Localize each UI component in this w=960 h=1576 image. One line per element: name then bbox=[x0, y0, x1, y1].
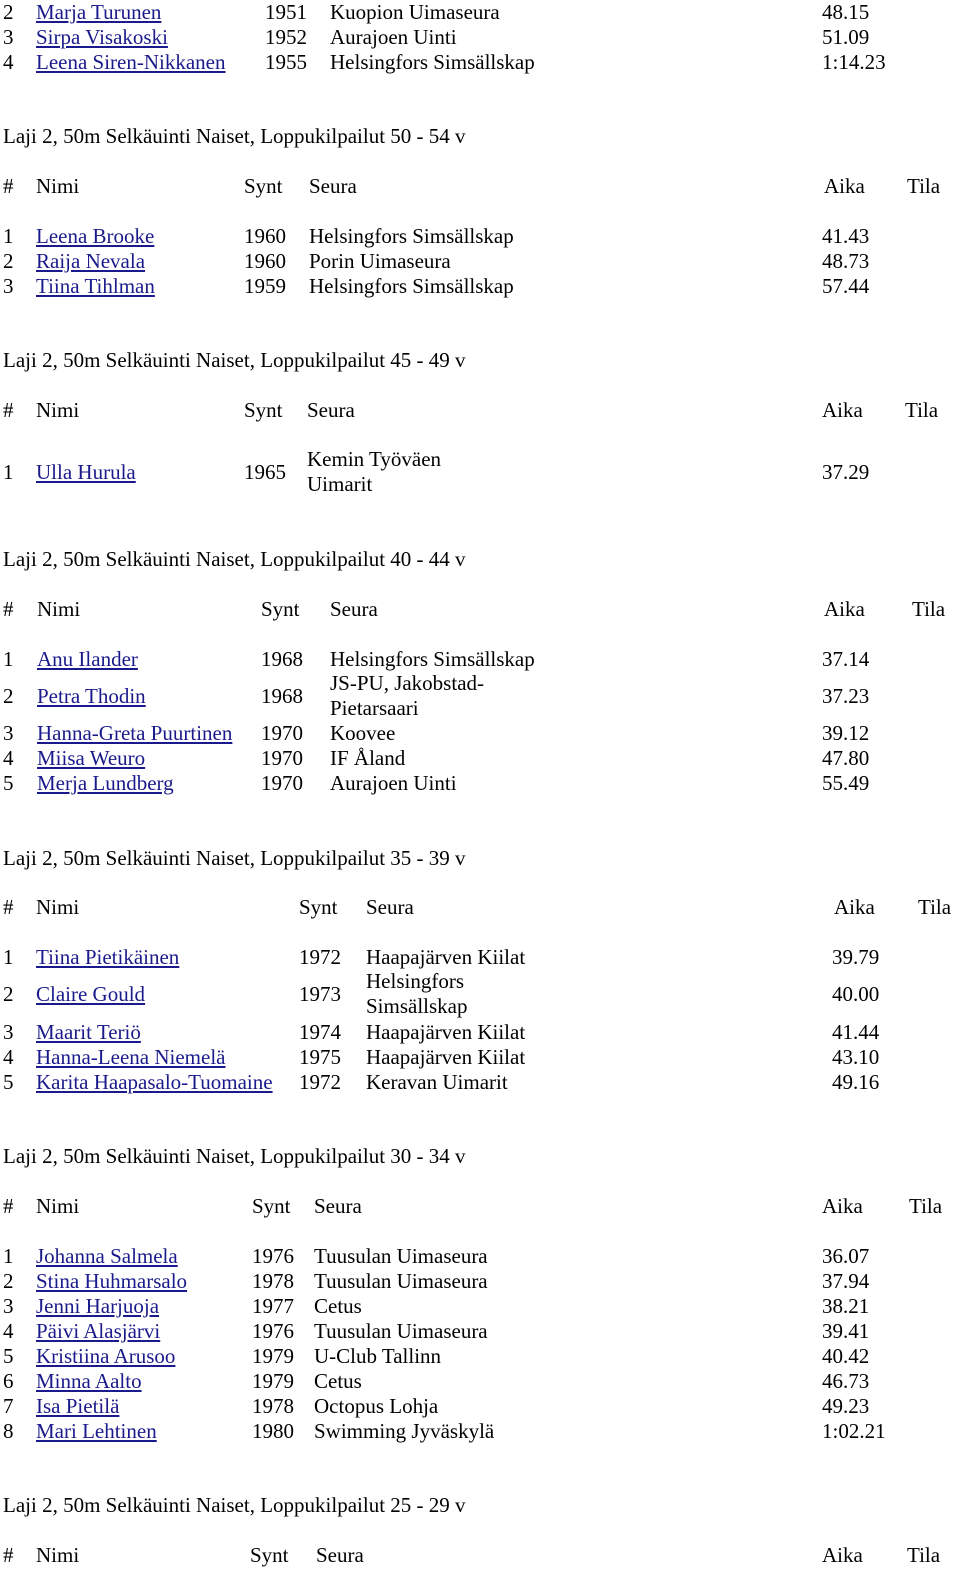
col-time-header: Aika bbox=[822, 398, 863, 422]
birth-year: 1959 bbox=[244, 274, 286, 298]
section-title: Laji 2, 50m Selkäuinti Naiset, Loppukilpailut 30 - 34 v bbox=[3, 1144, 466, 1168]
club: Helsingfors Simsällskap bbox=[330, 50, 535, 74]
birth-year: 1979 bbox=[252, 1369, 294, 1393]
rank: 5 bbox=[3, 771, 14, 795]
birth-year: 1972 bbox=[299, 1070, 341, 1094]
time: 40.42 bbox=[822, 1344, 870, 1368]
time: 38.21 bbox=[822, 1294, 870, 1318]
col-status-header: Tila bbox=[918, 895, 952, 919]
club: Porin Uimaseura bbox=[309, 249, 451, 273]
birth-year: 1978 bbox=[252, 1269, 294, 1293]
birth-year: 1976 bbox=[252, 1244, 294, 1268]
swimmer-link[interactable]: Ulla Hurula bbox=[36, 460, 136, 484]
swimmer-link[interactable]: Merja Lundberg bbox=[37, 771, 174, 795]
club: Koovee bbox=[330, 721, 396, 745]
club: Haapajärven Kiilat bbox=[366, 945, 526, 969]
club: Aurajoen Uinti bbox=[330, 25, 457, 49]
rank: 6 bbox=[3, 1369, 14, 1393]
col-born-header: Synt bbox=[261, 597, 300, 621]
birth-year: 1975 bbox=[299, 1045, 341, 1069]
club-line-2: Uimarit bbox=[307, 472, 373, 496]
club-line-2: Simsällskap bbox=[366, 994, 468, 1018]
birth-year: 1973 bbox=[299, 982, 341, 1006]
section-title: Laji 2, 50m Selkäuinti Naiset, Loppukilpailut 40 - 44 v bbox=[3, 547, 466, 571]
time: 37.29 bbox=[822, 460, 870, 484]
swimmer-link[interactable]: Anu Ilander bbox=[37, 647, 138, 671]
swimmer-link[interactable]: Tiina Tihlman bbox=[36, 274, 155, 298]
rank: 7 bbox=[3, 1394, 14, 1418]
col-club-header: Seura bbox=[307, 398, 355, 422]
swimmer-link[interactable]: Petra Thodin bbox=[37, 684, 146, 708]
col-name-header: Nimi bbox=[36, 398, 80, 422]
col-time-header: Aika bbox=[822, 1543, 863, 1567]
rank: 5 bbox=[3, 1344, 14, 1368]
birth-year: 1972 bbox=[299, 945, 341, 969]
col-status-header: Tila bbox=[907, 1543, 941, 1567]
rank: 4 bbox=[3, 746, 14, 770]
rank: 1 bbox=[3, 945, 14, 969]
rank: 4 bbox=[3, 1045, 14, 1069]
col-born-header: Synt bbox=[250, 1543, 289, 1567]
rank: 2 bbox=[3, 249, 14, 273]
section-title: Laji 2, 50m Selkäuinti Naiset, Loppukilpailut 25 - 29 v bbox=[3, 1493, 466, 1517]
birth-year: 1968 bbox=[261, 647, 303, 671]
birth-year: 1960 bbox=[244, 224, 286, 248]
swimmer-link[interactable]: Mari Lehtinen bbox=[36, 1419, 157, 1443]
col-rank-header: # bbox=[3, 398, 14, 422]
birth-year: 1965 bbox=[244, 460, 286, 484]
swimmer-link[interactable]: Minna Aalto bbox=[36, 1369, 142, 1393]
rank: 2 bbox=[3, 0, 14, 24]
time: 49.16 bbox=[832, 1070, 880, 1094]
club-line-1: JS-PU, Jakobstad- bbox=[330, 671, 485, 695]
swimmer-link[interactable]: Johanna Salmela bbox=[36, 1244, 178, 1268]
time: 43.10 bbox=[832, 1045, 880, 1069]
swimmer-link[interactable]: Leena Siren-Nikkanen bbox=[36, 50, 226, 74]
rank: 5 bbox=[3, 1070, 14, 1094]
col-status-header: Tila bbox=[912, 597, 946, 621]
time: 37.23 bbox=[822, 684, 870, 708]
swimmer-link[interactable]: Miisa Weuro bbox=[37, 746, 146, 770]
col-rank-header: # bbox=[3, 1194, 14, 1218]
col-name-header: Nimi bbox=[36, 1194, 80, 1218]
time: 40.00 bbox=[832, 982, 880, 1006]
time: 41.43 bbox=[822, 224, 870, 248]
swimmer-link[interactable]: Marja Turunen bbox=[36, 0, 162, 24]
swimmer-link[interactable]: Päivi Alasjärvi bbox=[36, 1319, 161, 1343]
col-name-header: Nimi bbox=[37, 597, 81, 621]
time: 55.49 bbox=[822, 771, 870, 795]
swimmer-link[interactable]: Karita Haapasalo-Tuomaine bbox=[36, 1070, 273, 1094]
time: 41.44 bbox=[832, 1020, 880, 1044]
club: U-Club Tallinn bbox=[314, 1344, 442, 1368]
col-born-header: Synt bbox=[244, 174, 283, 198]
club: Tuusulan Uimaseura bbox=[314, 1269, 488, 1293]
swimmer-link[interactable]: Hanna-Greta Puurtinen bbox=[37, 721, 233, 745]
club: Helsingfors Simsällskap bbox=[309, 224, 514, 248]
birth-year: 1970 bbox=[261, 771, 303, 795]
col-rank-header: # bbox=[3, 895, 14, 919]
time: 1:14.23 bbox=[822, 50, 886, 74]
col-time-header: Aika bbox=[824, 174, 865, 198]
club: Keravan Uimarit bbox=[366, 1070, 508, 1094]
time: 39.41 bbox=[822, 1319, 870, 1343]
club: Tuusulan Uimaseura bbox=[314, 1244, 488, 1268]
col-club-header: Seura bbox=[366, 895, 414, 919]
time: 46.73 bbox=[822, 1369, 870, 1393]
swimmer-link[interactable]: Isa Pietilä bbox=[36, 1394, 120, 1418]
section-title: Laji 2, 50m Selkäuinti Naiset, Loppukilpailut 50 - 54 v bbox=[3, 124, 466, 148]
club: Haapajärven Kiilat bbox=[366, 1045, 526, 1069]
time: 51.09 bbox=[822, 25, 870, 49]
birth-year: 1955 bbox=[265, 50, 307, 74]
club: Swimming Jyväskylä bbox=[314, 1419, 495, 1443]
rank: 3 bbox=[3, 721, 14, 745]
time: 48.15 bbox=[822, 0, 870, 24]
col-club-header: Seura bbox=[309, 174, 357, 198]
birth-year: 1970 bbox=[261, 721, 303, 745]
birth-year: 1960 bbox=[244, 249, 286, 273]
col-time-header: Aika bbox=[824, 597, 865, 621]
birth-year: 1970 bbox=[261, 746, 303, 770]
club-line-2: Pietarsaari bbox=[330, 696, 419, 720]
club: Tuusulan Uimaseura bbox=[314, 1319, 488, 1343]
birth-year: 1976 bbox=[252, 1319, 294, 1343]
birth-year: 1968 bbox=[261, 684, 303, 708]
club: Helsingfors Simsällskap bbox=[330, 647, 535, 671]
rank: 1 bbox=[3, 1244, 14, 1268]
birth-year: 1978 bbox=[252, 1394, 294, 1418]
section-title: Laji 2, 50m Selkäuinti Naiset, Loppukilpailut 45 - 49 v bbox=[3, 348, 466, 372]
club: Helsingfors Simsällskap bbox=[309, 274, 514, 298]
swimmer-link[interactable]: Tiina Pietikäinen bbox=[36, 945, 180, 969]
col-status-header: Tila bbox=[905, 398, 939, 422]
time: 37.14 bbox=[822, 647, 870, 671]
swimmer-link[interactable]: Raija Nevala bbox=[36, 249, 146, 273]
club: Cetus bbox=[314, 1369, 362, 1393]
col-name-header: Nimi bbox=[36, 1543, 80, 1567]
col-rank-header: # bbox=[3, 1543, 14, 1567]
swimmer-link[interactable]: Maarit Teriö bbox=[36, 1020, 141, 1044]
time: 1:02.21 bbox=[822, 1419, 886, 1443]
rank: 1 bbox=[3, 647, 14, 671]
time: 49.23 bbox=[822, 1394, 870, 1418]
time: 57.44 bbox=[822, 274, 870, 298]
col-club-header: Seura bbox=[314, 1194, 362, 1218]
swimmer-link[interactable]: Sirpa Visakoski bbox=[36, 25, 168, 49]
time: 47.80 bbox=[822, 746, 870, 770]
club: Octopus Lohja bbox=[314, 1394, 439, 1418]
club: Aurajoen Uinti bbox=[330, 771, 457, 795]
rank: 1 bbox=[3, 224, 14, 248]
col-rank-header: # bbox=[3, 174, 14, 198]
col-born-header: Synt bbox=[252, 1194, 291, 1218]
rank: 4 bbox=[3, 50, 14, 74]
swimmer-link[interactable]: Hanna-Leena Niemelä bbox=[36, 1045, 226, 1069]
col-club-header: Seura bbox=[316, 1543, 364, 1567]
col-status-header: Tila bbox=[909, 1194, 943, 1218]
col-club-header: Seura bbox=[330, 597, 378, 621]
col-name-header: Nimi bbox=[36, 895, 80, 919]
time: 37.94 bbox=[822, 1269, 870, 1293]
club-line-1: Kemin Työväen bbox=[307, 447, 442, 471]
col-rank-header: # bbox=[3, 597, 14, 621]
swimmer-link[interactable]: Claire Gould bbox=[36, 982, 146, 1006]
rank: 2 bbox=[3, 1269, 14, 1293]
swimmer-link[interactable]: Kristiina Arusoo bbox=[36, 1344, 176, 1368]
col-time-header: Aika bbox=[822, 1194, 863, 1218]
birth-year: 1980 bbox=[252, 1419, 294, 1443]
col-born-header: Synt bbox=[244, 398, 283, 422]
club: Haapajärven Kiilat bbox=[366, 1020, 526, 1044]
club: Kuopion Uimaseura bbox=[330, 0, 500, 24]
col-status-header: Tila bbox=[907, 174, 941, 198]
swimmer-link[interactable]: Jenni Harjuoja bbox=[36, 1294, 160, 1318]
swimmer-link[interactable]: Leena Brooke bbox=[36, 224, 155, 248]
rank: 2 bbox=[3, 684, 14, 708]
rank: 4 bbox=[3, 1319, 14, 1343]
swimmer-link[interactable]: Stina Huhmarsalo bbox=[36, 1269, 188, 1293]
rank: 1 bbox=[3, 460, 14, 484]
rank: 8 bbox=[3, 1419, 14, 1443]
club: IF Åland bbox=[330, 746, 406, 770]
time: 39.79 bbox=[832, 945, 880, 969]
rank: 2 bbox=[3, 982, 14, 1006]
birth-year: 1974 bbox=[299, 1020, 341, 1044]
col-name-header: Nimi bbox=[36, 174, 80, 198]
section-title: Laji 2, 50m Selkäuinti Naiset, Loppukilpailut 35 - 39 v bbox=[3, 846, 466, 870]
time: 36.07 bbox=[822, 1244, 870, 1268]
rank: 3 bbox=[3, 25, 14, 49]
birth-year: 1952 bbox=[265, 25, 307, 49]
rank: 3 bbox=[3, 1020, 14, 1044]
birth-year: 1951 bbox=[265, 0, 307, 24]
col-born-header: Synt bbox=[299, 895, 338, 919]
time: 48.73 bbox=[822, 249, 870, 273]
col-time-header: Aika bbox=[834, 895, 875, 919]
birth-year: 1977 bbox=[252, 1294, 294, 1318]
time: 39.12 bbox=[822, 721, 870, 745]
birth-year: 1979 bbox=[252, 1344, 294, 1368]
rank: 3 bbox=[3, 1294, 14, 1318]
rank: 3 bbox=[3, 274, 14, 298]
club-line-1: Helsingfors bbox=[366, 969, 464, 993]
club: Cetus bbox=[314, 1294, 362, 1318]
